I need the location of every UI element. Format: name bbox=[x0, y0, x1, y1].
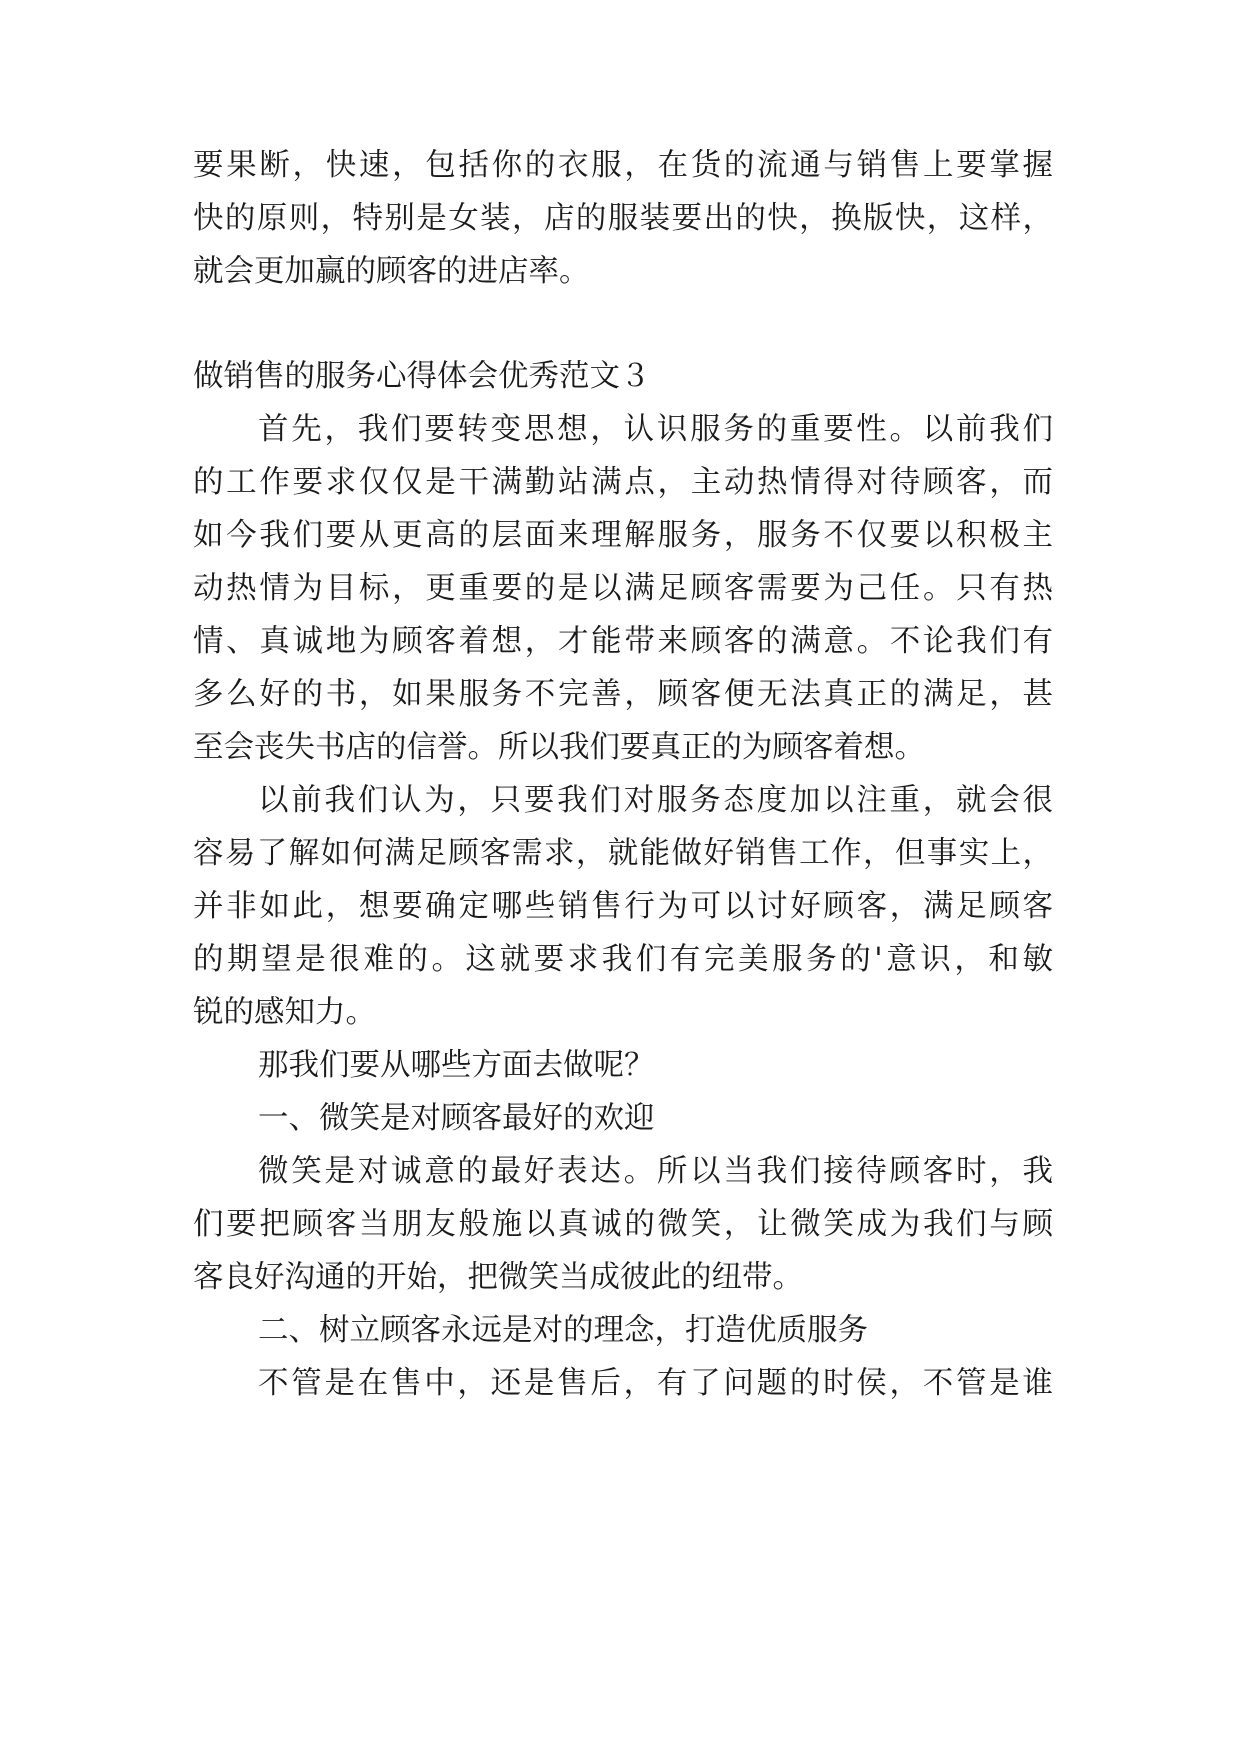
intro-line: 快的原则，特别是女装，店的服装要出的快，换版快，这样， bbox=[193, 201, 1053, 236]
paragraph-line: 首先，我们要转变思想，认识服务的重要性。以前我们 bbox=[258, 412, 1053, 447]
paragraph-line: 的期望是很难的。这就要求我们有完美服务的'意识，和敏 bbox=[193, 942, 1053, 977]
paragraph-line: 至会丧失书店的信誉。所以我们要真正的为顾客着想。 bbox=[193, 730, 925, 765]
intro-line: 就会更加赢的顾客的进店率。 bbox=[193, 254, 590, 289]
paragraph-line: 微笑是对诚意的最好表达。所以当我们接待顾客时，我 bbox=[258, 1154, 1053, 1189]
intro-line: 要果断，快速，包括你的衣服，在货的流通与销售上要掌握 bbox=[193, 148, 1053, 183]
paragraph-line: 如今我们要从更高的层面来理解服务，服务不仅要以积极主 bbox=[193, 518, 1053, 553]
paragraph-line: 不管是在售中，还是售后，有了问题的时侯，不管是谁 bbox=[258, 1366, 1053, 1401]
paragraph-line: 并非如此，想要确定哪些销售行为可以讨好顾客，满足顾客 bbox=[193, 889, 1053, 924]
point-title: 二、树立顾客永远是对的理念，打造优质服务 bbox=[258, 1313, 868, 1348]
paragraph-line: 的工作要求仅仅是干满勤站满点，主动热情得对待顾客，而 bbox=[193, 465, 1053, 500]
paragraph-line: 锐的感知力。 bbox=[193, 995, 376, 1030]
paragraph-line: 客良好沟通的开始，把微笑当成彼此的纽带。 bbox=[193, 1260, 803, 1295]
point-title: 一、微笑是对顾客最好的欢迎 bbox=[258, 1101, 655, 1136]
paragraph-line: 容易了解如何满足顾客需求，就能做好销售工作，但事实上， bbox=[193, 836, 1053, 871]
paragraph-line: 们要把顾客当朋友般施以真诚的微笑，让微笑成为我们与顾 bbox=[193, 1207, 1053, 1242]
paragraph-line: 动热情为目标，更重要的是以满足顾客需要为己任。只有热 bbox=[193, 571, 1053, 606]
paragraph-line: 以前我们认为，只要我们对服务态度加以注重，就会很 bbox=[258, 783, 1053, 818]
paragraph-line: 多么好的书，如果服务不完善，顾客便无法真正的满足，甚 bbox=[193, 677, 1053, 712]
section-title: 做销售的服务心得体会优秀范文３ bbox=[193, 359, 651, 394]
question-line: 那我们要从哪些方面去做呢？ bbox=[258, 1048, 655, 1083]
paragraph-line: 情、真诚地为顾客着想，才能带来顾客的满意。不论我们有 bbox=[193, 624, 1053, 659]
